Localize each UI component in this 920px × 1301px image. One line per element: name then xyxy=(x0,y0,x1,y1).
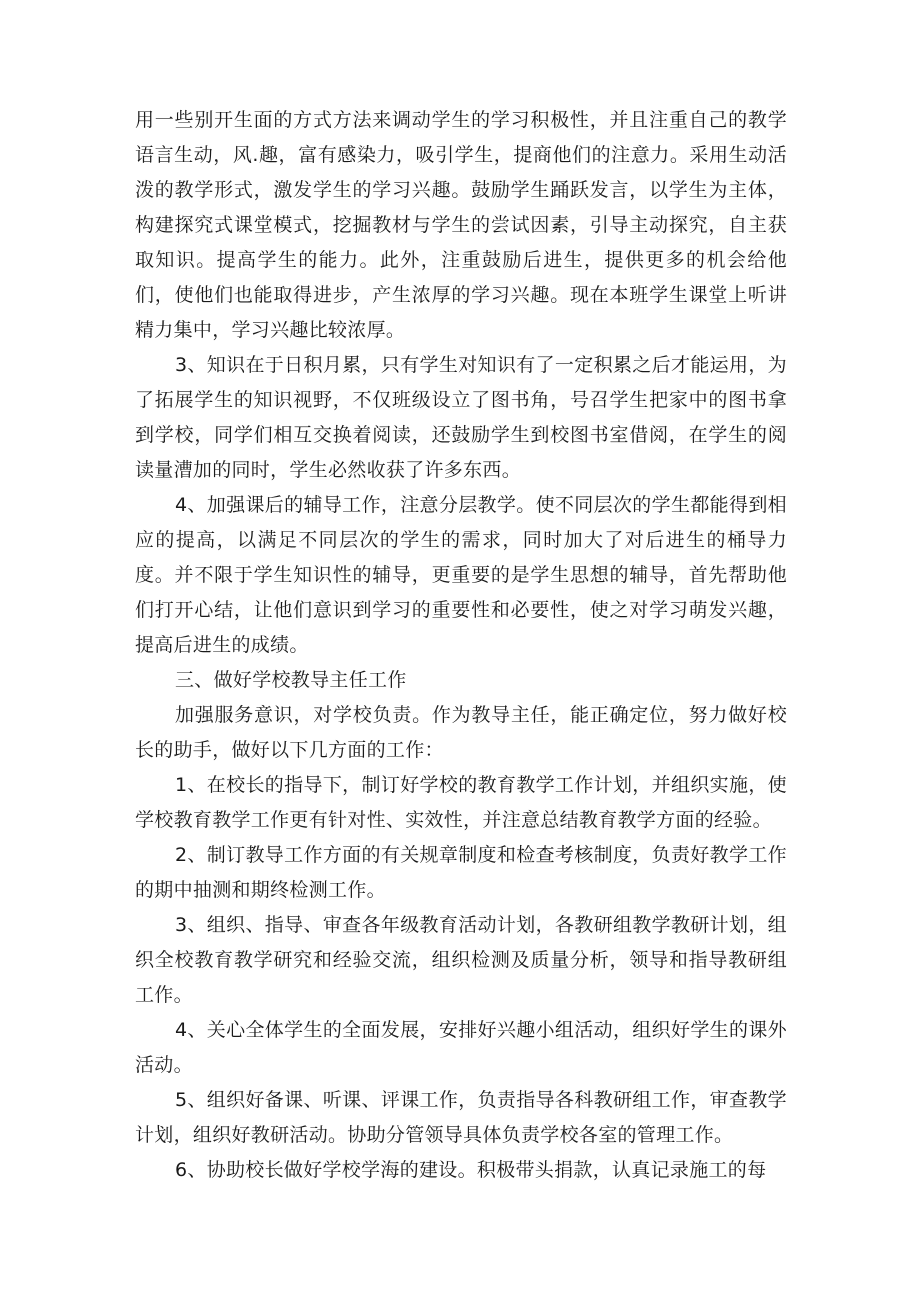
body-paragraph: 4、关心全体学生的全面发展，安排好兴趣小组活动，组织好学生的课外活动。 xyxy=(135,1019,787,1076)
section-heading: 三、做好学校教导主任工作 xyxy=(175,669,407,691)
body-paragraph: 4、加强课后的辅导工作，注意分层教学。使不同层次的学生都能得到相应的提高，以满足不同层次的学生的需求，同时加大了对后进生的桶导力度。并不限于学生知识性的辅导，更重要的是学生思想的辅导，首先帮助他们打开心结，让他们意识到学习的重要性和必要性，使之对学习萌发兴趣，提高后进生的成绩。 xyxy=(135,494,787,656)
body-paragraph: 2、制订教导工作方面的有关规章制度和检查考核制度，负责好教学工作的期中抽测和期终检测工作。 xyxy=(135,844,787,901)
body-paragraph: 用一些别开生面的方式方法来调动学生的学习积极性，并且注重自己的教学语言生动，风.趣，富有感染力，吸引学生，提商他们的注意力。采用生动活泼的教学形式，激发学生的学习兴趣。鼓励学生踊跃发言，以学生为主体，构建探究式课堂模式，挖掘教材与学生的尝试因素，引导主动探究，自主获取知识。提高学生的能力。此外，注重鼓励后进生，提供更多的机会给他们，使他们也能取得进步，产生浓厚的学习兴趣。现在本班学生课堂上听讲精力集中，学习兴趣比较浓厚。 xyxy=(135,109,787,341)
body-paragraph: 5、组织好备课、听课、评课工作，负责指导各科教研组工作，审查教学计划，组织好教研活动。协助分管领导具体负责学校各室的管理工作。 xyxy=(135,1089,787,1146)
body-paragraph: 3、知识在于日积月累，只有学生对知识有了一定积累之后才能运用，为了拓展学生的知识视野，不仅班级设立了图书角，号召学生把家中的图书拿到学校，同学们相互交换着阅读，还鼓励学生到校图书室借阅，在学生的阅读量漕加的同时，学生必然收获了许多东西。 xyxy=(135,354,787,481)
body-paragraph: 6、协助校长做好学校学海的建设。积极带头捐款，认真记录施工的每 xyxy=(175,1159,767,1181)
body-paragraph: 3、组织、指导、审查各年级教育活动计划，各教研组教学教研计划，组织全校教育教学研究和经验交流，组织检测及质量分析，领导和指导教研组工作。 xyxy=(135,914,787,1006)
body-paragraph: 1、在校长的指导下，制订好学校的教育教学工作计划，并组织实施，使学校教育教学工作更有针对性、实效性，并注意总结教育教学方面的经验。 xyxy=(135,774,787,831)
document-body xyxy=(135,103,787,1188)
body-paragraph: 加强服务意识，对学校负责。作为教导主任，能正确定位，努力做好校长的助手，做好以下几方面的工作： xyxy=(135,704,787,761)
